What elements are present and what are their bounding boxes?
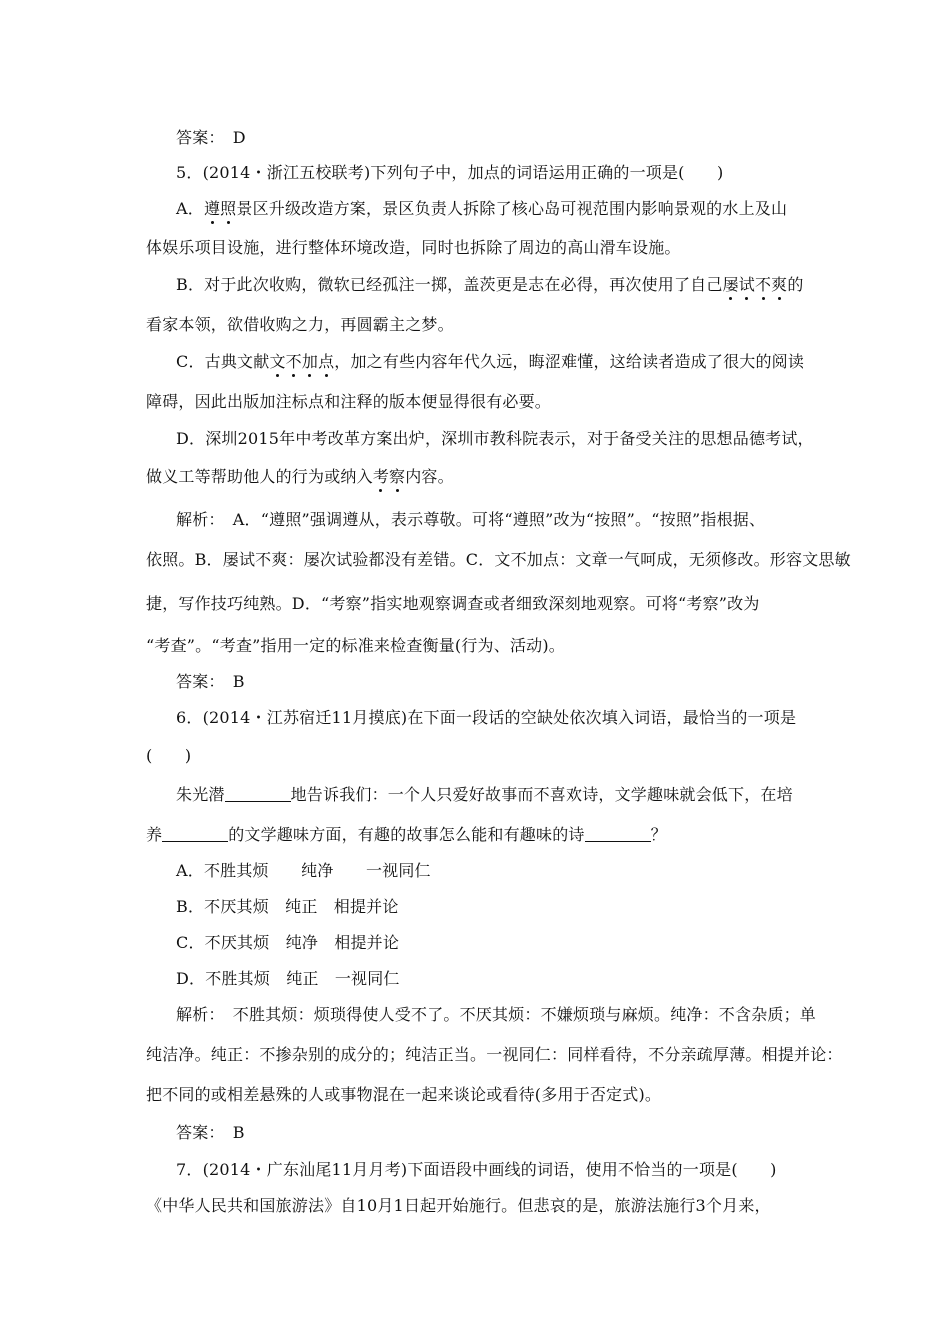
analysis-6-line-2: 纯洁净。纯正：不掺杂别的成分的；纯洁正当。一视同仁：同样看待，不分亲疏厚薄。相提并论： [146,1045,843,1064]
fill-blank [225,785,291,802]
fill-blank [162,825,228,842]
question-6-stem: 6．(2014・江苏宿迁11月摸底)在下面一段话的空缺处依次填入词语，最恰当的一项是 [176,708,797,727]
question-6-passage-cont: 养 的文学趣味方面，有趣的故事怎么能和有趣味的诗 ？ [146,825,667,844]
question-5-option-d-cont: 做义工等帮助他人的行为或纳入考察内容。 [146,467,454,486]
answer-4: 答案： D [176,128,246,147]
question-7-stem: 7．(2014・广东汕尾11月月考)下面语段中画线的词语，使用不恰当的一项是( ) [176,1160,777,1179]
question-5-option-b: B．对于此次收购，微软已经孤注一掷，盖茨更是志在必得，再次使用了自己屡试不爽的 [176,275,804,294]
question-5-option-d: D．深圳2015年中考改革方案出炉，深圳市教科院表示，对于备受关注的思想品德考试， [176,429,814,448]
emphasis-char: 察 [389,467,406,486]
analysis-5-line-4: “考查”。“考查”指用一定的标准来检查衡量(行为、活动)。 [146,636,566,655]
emphasis-char: 文 [269,352,286,371]
analysis-5-line-3: 捷，写作技巧纯熟。D．“考察”指实地观察调查或者细致深刻地观察。可将“考察”改为 [146,594,760,613]
emphasis-char: 爽 [771,275,788,294]
emphasis-char: 点 [318,352,335,371]
question-7-passage: 《中华人民共和国旅游法》自10月1日起开始施行。但悲哀的是，旅游法施行3个月来， [146,1196,771,1215]
question-5-option-c: C．古典文献文不加点，加之有些内容年代久远，晦涩难懂，这给读者造成了很大的阅读 [176,352,805,371]
question-6-option-b: B．不厌其烦 纯正 相提并论 [176,897,399,916]
analysis-5-line-2: 依照。B．屡试不爽：屡次试验都没有差错。C．文不加点：文章一气呵成，无须修改。形容文思敏 [146,550,851,569]
question-5-option-c-cont: 障碍，因此出版加注标点和注释的版本便显得很有必要。 [146,392,552,411]
question-6-bracket: ( ) [146,746,192,765]
emphasis-char: 屡 [722,275,739,294]
emphasis-char: 考 [372,467,390,486]
emphasis-char: 照 [220,199,237,218]
answer-5: 答案： B [176,672,245,691]
emphasis-char: 试 [738,275,755,294]
question-6-option-c: C．不厌其烦 纯净 相提并论 [176,933,400,952]
question-5-stem: 5．(2014・浙江五校联考)下列句子中，加点的词语运用正确的一项是( ) [176,163,724,182]
question-5-option-a: A．遵照景区升级改造方案，景区负责人拆除了核心岛可视范围内影响景观的水上及山 [176,199,788,218]
analysis-5-line-1: 解析： A．“遵照”强调遵从，表示尊敬。可将“遵照”改为“按照”。“按照”指根据、 [176,510,766,529]
emphasis-char: 不 [754,275,772,294]
question-5-option-b-cont: 看家本领，欲借收购之力，再圆霸主之梦。 [146,315,454,334]
question-5-option-a-cont: 体娱乐项目设施，进行整体环境改造，同时也拆除了周边的高山滑车设施。 [146,238,681,257]
emphasis-char: 遵 [203,199,221,218]
analysis-6-line-3: 把不同的或相差悬殊的人或事物混在一起来谈论或看待(多用于否定式)。 [146,1085,662,1104]
analysis-6-line-1: 解析： 不胜其烦：烦琐得使人受不了。不厌其烦：不嫌烦琐与麻烦。纯净：不含杂质；单 [176,1005,817,1024]
emphasis-char: 加 [301,352,319,371]
question-6-passage: 朱光潜 地告诉我们：一个人只爱好故事而不喜欢诗，文学趣味就会低下，在培 [176,785,793,804]
emphasis-char: 不 [285,352,302,371]
question-6-option-a: A．不胜其烦 纯净 一视同仁 [176,861,431,880]
answer-6: 答案： B [176,1123,245,1142]
fill-blank [585,825,651,842]
question-6-option-d: D．不胜其烦 纯正 一视同仁 [176,969,400,988]
